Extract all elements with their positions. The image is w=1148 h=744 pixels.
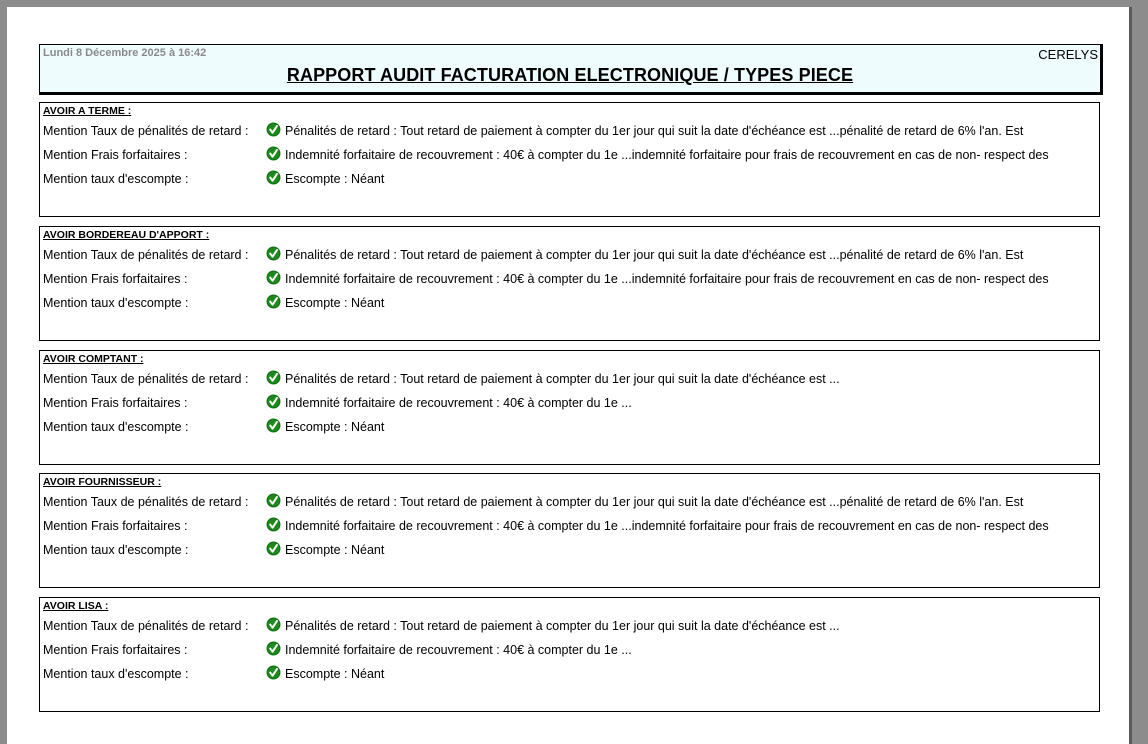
mention-row — [40, 272, 1099, 292]
mention-label: Mention Taux de pénalités de retard : — [43, 248, 249, 262]
check-icon — [266, 394, 281, 409]
check-icon — [266, 246, 281, 261]
mention-label: Mention taux d'escompte : — [43, 420, 189, 434]
mention-row — [40, 124, 1099, 144]
mention-value: Escompte : Néant — [285, 172, 385, 186]
mention-row — [40, 619, 1099, 639]
mention-label: Mention Frais forfaitaires : — [43, 272, 188, 286]
check-icon — [266, 617, 281, 632]
check-icon — [266, 270, 281, 285]
mention-row — [40, 543, 1099, 563]
section-title: AVOIR BORDEREAU D'APPORT : — [43, 229, 210, 241]
mention-row — [40, 372, 1099, 392]
check-icon — [266, 418, 281, 433]
mention-row — [40, 248, 1099, 268]
section-0 — [39, 102, 1100, 217]
mention-row — [40, 172, 1099, 192]
mention-row — [40, 396, 1099, 416]
mention-label: Mention taux d'escompte : — [43, 296, 189, 310]
mention-label: Mention Taux de pénalités de retard : — [43, 495, 249, 509]
company-name: CERELYS — [1038, 47, 1098, 62]
mention-label: Mention taux d'escompte : — [43, 667, 189, 681]
report-header — [39, 44, 1103, 95]
mention-label: Mention Taux de pénalités de retard : — [43, 372, 249, 386]
mention-row — [40, 667, 1099, 687]
check-icon — [266, 541, 281, 556]
check-icon — [266, 122, 281, 137]
check-icon — [266, 370, 281, 385]
section-1 — [39, 226, 1100, 341]
section-title: AVOIR COMPTANT : — [43, 353, 144, 365]
mention-row — [40, 643, 1099, 663]
section-title: AVOIR A TERME : — [43, 105, 132, 117]
mention-row — [40, 495, 1099, 515]
mention-row — [40, 296, 1099, 316]
mention-value: Indemnité forfaitaire de recouvrement : 40€ à compter du 1e ... — [285, 396, 632, 410]
mention-label: Mention Taux de pénalités de retard : — [43, 124, 249, 138]
check-icon — [266, 517, 281, 532]
mention-row — [40, 519, 1099, 539]
mention-value: Indemnité forfaitaire de recouvrement : 40€ à compter du 1e ...indemnité forfaitaire pour frais de recouvrement en cas de non- respect des — [285, 519, 1049, 533]
mention-value: Pénalités de retard : Tout retard de paiement à compter du 1er jour qui suit la date d'échéance est ... — [285, 372, 840, 386]
check-icon — [266, 665, 281, 680]
check-icon — [266, 294, 281, 309]
mention-value: Indemnité forfaitaire de recouvrement : 40€ à compter du 1e ...indemnité forfaitaire pour frais de recouvrement en cas de non- respect des — [285, 148, 1049, 162]
section-3 — [39, 473, 1100, 588]
mention-value: Pénalités de retard : Tout retard de paiement à compter du 1er jour qui suit la date d'échéance est ...pénalité de retard de 6% l'an. Est — [285, 124, 1024, 138]
mention-value: Escompte : Néant — [285, 543, 385, 557]
check-icon — [266, 493, 281, 508]
mention-label: Mention Frais forfaitaires : — [43, 643, 188, 657]
check-icon — [266, 641, 281, 656]
mention-value: Pénalités de retard : Tout retard de paiement à compter du 1er jour qui suit la date d'échéance est ...pénalité de retard de 6% l'an. Est — [285, 495, 1024, 509]
mention-label: Mention Frais forfaitaires : — [43, 519, 188, 533]
mention-label: Mention taux d'escompte : — [43, 172, 189, 186]
section-4 — [39, 597, 1100, 712]
section-2 — [39, 350, 1100, 465]
mention-value: Escompte : Néant — [285, 420, 385, 434]
mention-value: Indemnité forfaitaire de recouvrement : 40€ à compter du 1e ...indemnité forfaitaire pour frais de recouvrement en cas de non- respect des — [285, 272, 1049, 286]
mention-value: Indemnité forfaitaire de recouvrement : 40€ à compter du 1e ... — [285, 643, 632, 657]
mention-row — [40, 148, 1099, 168]
check-icon — [266, 146, 281, 161]
report-date: Lundi 8 Décembre 2025 à 16:42 — [43, 47, 207, 59]
mention-label: Mention Taux de pénalités de retard : — [43, 619, 249, 633]
check-icon — [266, 170, 281, 185]
mention-value: Escompte : Néant — [285, 667, 385, 681]
report-page — [7, 7, 1129, 744]
mention-value: Pénalités de retard : Tout retard de paiement à compter du 1er jour qui suit la date d'échéance est ...pénalité de retard de 6% l'an. Est — [285, 248, 1024, 262]
mention-label: Mention Frais forfaitaires : — [43, 148, 188, 162]
mention-value: Escompte : Néant — [285, 296, 385, 310]
report-title: RAPPORT AUDIT FACTURATION ELECTRONIQUE / TYPES PIECE — [286, 65, 854, 85]
mention-row — [40, 420, 1099, 440]
section-title: AVOIR LISA : — [43, 600, 109, 612]
mention-label: Mention taux d'escompte : — [43, 543, 189, 557]
mention-value: Pénalités de retard : Tout retard de paiement à compter du 1er jour qui suit la date d'échéance est ... — [285, 619, 840, 633]
mention-label: Mention Frais forfaitaires : — [43, 396, 188, 410]
section-title: AVOIR FOURNISSEUR : — [43, 476, 162, 488]
